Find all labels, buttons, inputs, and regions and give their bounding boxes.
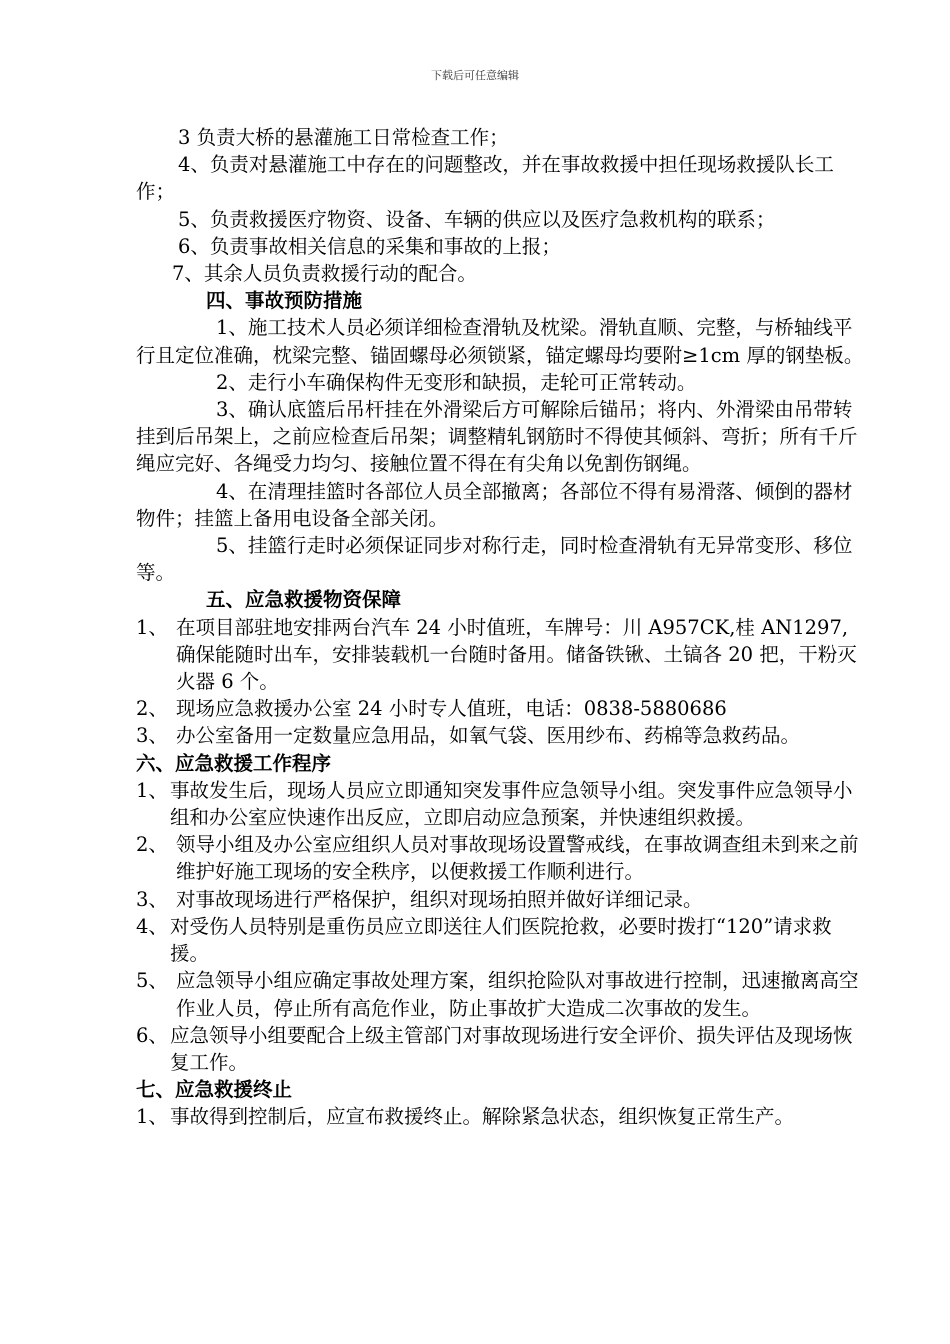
list-text: 事故得到控制后，应宣布救援终止。解除紧急状态，组织恢复正常生产。 <box>170 1105 795 1129</box>
list-text: 办公室备用一定数量应急用品，如氧气袋、医用纱布、药棉等急救药品。 <box>176 724 801 748</box>
section-5-item-1 <box>136 614 866 696</box>
section-6-item-2 <box>136 831 866 885</box>
section-6-heading: 六、应急救援工作程序 <box>136 751 332 775</box>
section-4-item-2: 2、走行小车确保构件无变形和缺损，走轮可正常转动。 <box>216 370 697 394</box>
duty-item-6: 6、负责事故相关信息的采集和事故的上报； <box>178 234 561 258</box>
section-7-heading: 七、应急救援终止 <box>136 1078 293 1102</box>
section-6-item-3 <box>136 886 866 913</box>
list-number: 4、 <box>136 914 168 938</box>
list-text: 对事故现场进行严格保护，组织对现场拍照并做好详细记录。 <box>176 887 703 911</box>
list-text: 应急领导小组要配合上级主管部门对事故现场进行安全评价、损失评估及现场恢复工作。 <box>170 1023 853 1074</box>
document-body <box>136 124 866 1131</box>
section-6-item-1 <box>136 777 866 831</box>
section-7-item-1 <box>136 1103 866 1130</box>
list-number: 3、 <box>136 887 168 911</box>
list-number: 6、 <box>136 1023 168 1047</box>
section-6-item-5 <box>136 967 866 1021</box>
list-text: 在项目部驻地安排两台汽车 24 小时值班，车牌号：川 A957CK,桂 AN1297, 确保能随时出车，安排装载机一台随时备用。储备铁锹、土镐各 20 把，干粉灭火器 6 个。 <box>176 615 857 694</box>
list-number: 3、 <box>136 724 168 748</box>
section-4-item-5: 5、挂篮行走时必须保证同步对称行走，同时检查滑轨有无异常变形、移位等。 <box>136 534 853 585</box>
list-text: 对受伤人员特别是重伤员应立即送往人们医院抢救，必要时拨打“120”请求救援。 <box>170 914 832 966</box>
duty-item-5: 5、负责救援医疗物资、设备、车辆的供应以及医疗急救机构的联系； <box>178 207 776 231</box>
duty-item-4: 4、负责对悬灌施工中存在的问题整改，并在事故救援中担任现场救援队长工作； <box>136 153 834 204</box>
section-5-heading: 五、应急救援物资保障 <box>206 588 402 612</box>
section-4-item-1: 1、施工技术人员必须详细检查滑轨及枕梁。滑轨直顺、完整，与桥轴线平行且定位准确，枕梁完整、锚固螺母必须锁紧，锚定螺母均要附≥1cm 厚的钢垫板。 <box>136 316 864 367</box>
list-number: 1、 <box>136 615 168 639</box>
list-number: 5、 <box>136 969 168 993</box>
duty-item-3: 3 负责大桥的悬灌施工日常检查工作； <box>178 126 509 149</box>
list-text: 现场应急救援办公室 24 小时专人值班，电话：0838-5880686 <box>176 697 727 721</box>
list-number: 2、 <box>136 833 168 857</box>
section-4-item-3: 3、确认底篮后吊杆挂在外滑梁后方可解除后锚吊；将内、外滑梁由吊带转挂到后吊架上，之前应检查后吊架；调整精轧钢筋时不得使其倾斜、弯折；所有千斤绳应完好、各绳受力均匀、接触位置不得在有尖角以免割伤钢绳。 <box>136 398 858 476</box>
list-number: 1、 <box>136 1105 168 1129</box>
section-4-item-4: 4、在清理挂篮时各部位人员全部撤离；各部位不得有易滑落、倾倒的器材物件；挂篮上备用电设备全部关闭。 <box>136 479 853 530</box>
section-4-heading: 四、事故预防措施 <box>206 289 363 313</box>
page-header-note: 下载后可任意编辑 <box>431 69 519 82</box>
list-number: 1、 <box>136 778 168 802</box>
section-5-item-2 <box>136 695 866 722</box>
list-text: 领导小组及办公室应组织人员对事故现场设置警戒线，在事故调查组未到来之前维护好施工现场的安全秩序，以便救援工作顺利进行。 <box>176 833 859 884</box>
list-number: 2、 <box>136 697 168 721</box>
list-text: 事故发生后，现场人员应立即通知突发事件应急领导小组。突发事件应急领导小组和办公室应快速作出反应，立即启动应急预案，并快速组织救援。 <box>170 778 853 830</box>
duty-item-7: 7、其余人员负责救援行动的配合。 <box>172 262 477 286</box>
section-6-item-4 <box>136 913 866 967</box>
section-6-item-6 <box>136 1022 866 1076</box>
section-5-item-3 <box>136 722 866 749</box>
list-text: 应急领导小组应确定事故处理方案，组织抢险队对事故进行控制，迅速撤离高空作业人员，停止所有高危作业，防止事故扩大造成二次事故的发生。 <box>176 969 859 1020</box>
